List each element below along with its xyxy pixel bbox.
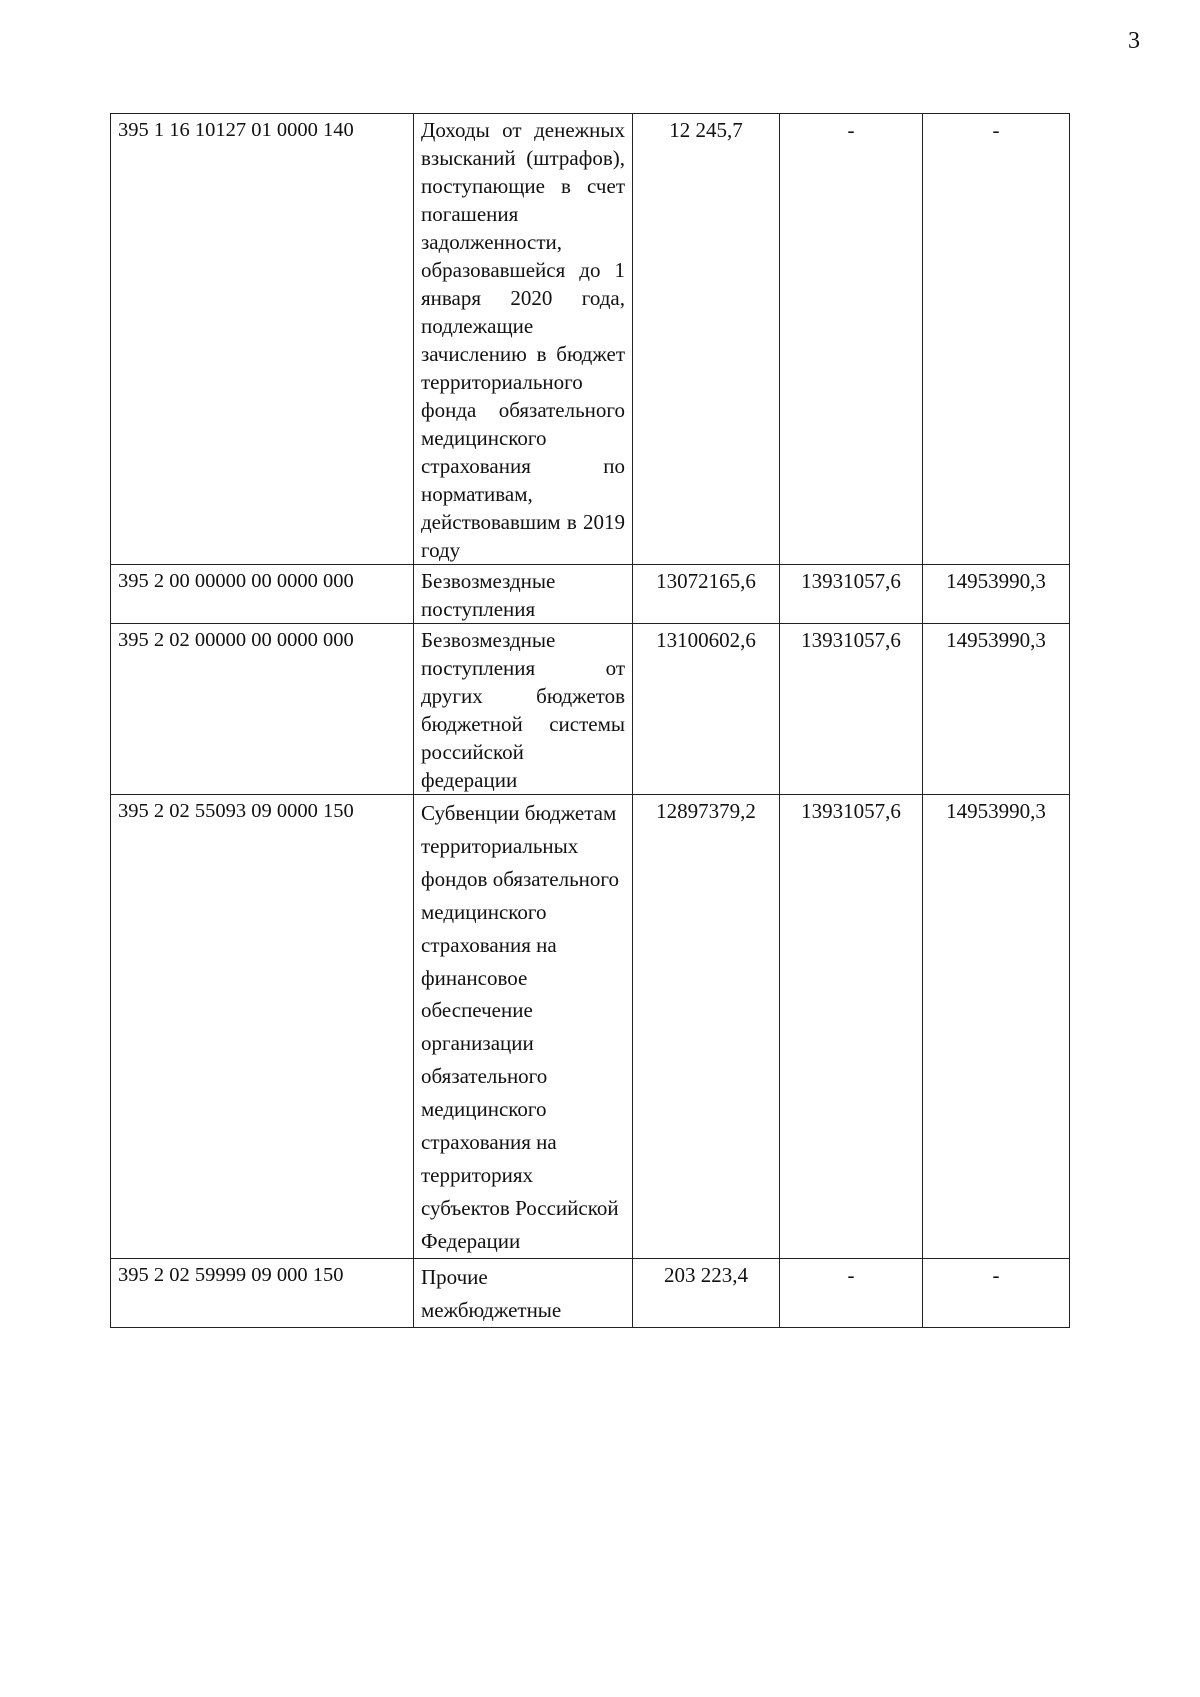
table-row xyxy=(111,624,1070,795)
budget-code-cell: 395 2 02 55093 09 0000 150 xyxy=(111,795,414,1259)
budget-code-cell: 395 1 16 10127 01 0000 140 xyxy=(111,114,414,565)
budget-code-cell: 395 2 00 00000 00 0000 000 xyxy=(111,565,414,624)
value-year-1-cell: 12897379,2 xyxy=(633,795,780,1259)
value-year-1-cell: 12 245,7 xyxy=(633,114,780,565)
income-name-cell: Безвозмездные поступления xyxy=(414,565,633,624)
budget-revenue-table xyxy=(110,113,1070,1328)
value-year-2-cell: - xyxy=(780,114,923,565)
value-year-2-cell: 13931057,6 xyxy=(780,795,923,1259)
page-number: 3 xyxy=(1128,28,1140,54)
budget-code-cell: 395 2 02 59999 09 000 150 xyxy=(111,1258,414,1327)
value-year-2-cell: 13931057,6 xyxy=(780,565,923,624)
value-year-3-cell: 14953990,3 xyxy=(923,624,1070,795)
table-row xyxy=(111,114,1070,565)
table-row xyxy=(111,1258,1070,1327)
table-row xyxy=(111,565,1070,624)
value-year-2-cell: - xyxy=(780,1258,923,1327)
value-year-3-cell: 14953990,3 xyxy=(923,795,1070,1259)
value-year-3-cell: - xyxy=(923,1258,1070,1327)
income-name-cell: Прочие межбюджетные xyxy=(414,1258,633,1327)
budget-code-cell: 395 2 02 00000 00 0000 000 xyxy=(111,624,414,795)
income-name-cell: Доходы от денежных взысканий (штрафов), поступающие в счет погашения задолженности, образовавшейся до 1 января 2020 года, подлежащие зачислению в бюджет территориального фонда обязательного медицинского страхования по нормативам, действовавшим в 2019 году xyxy=(414,114,633,565)
value-year-1-cell: 203 223,4 xyxy=(633,1258,780,1327)
value-year-1-cell: 13072165,6 xyxy=(633,565,780,624)
table-row xyxy=(111,795,1070,1259)
value-year-3-cell: 14953990,3 xyxy=(923,565,1070,624)
value-year-2-cell: 13931057,6 xyxy=(780,624,923,795)
income-name-cell: Безвозмездные поступления от других бюджетов бюджетной системы российской федерации xyxy=(414,624,633,795)
value-year-1-cell: 13100602,6 xyxy=(633,624,780,795)
income-name-cell: Субвенции бюджетам территориальных фондов обязательного медицинского страхования на финансовое обеспечение организации обязательного медицинского страхования на территориях субъектов Российской Федерации xyxy=(414,795,633,1259)
value-year-3-cell: - xyxy=(923,114,1070,565)
